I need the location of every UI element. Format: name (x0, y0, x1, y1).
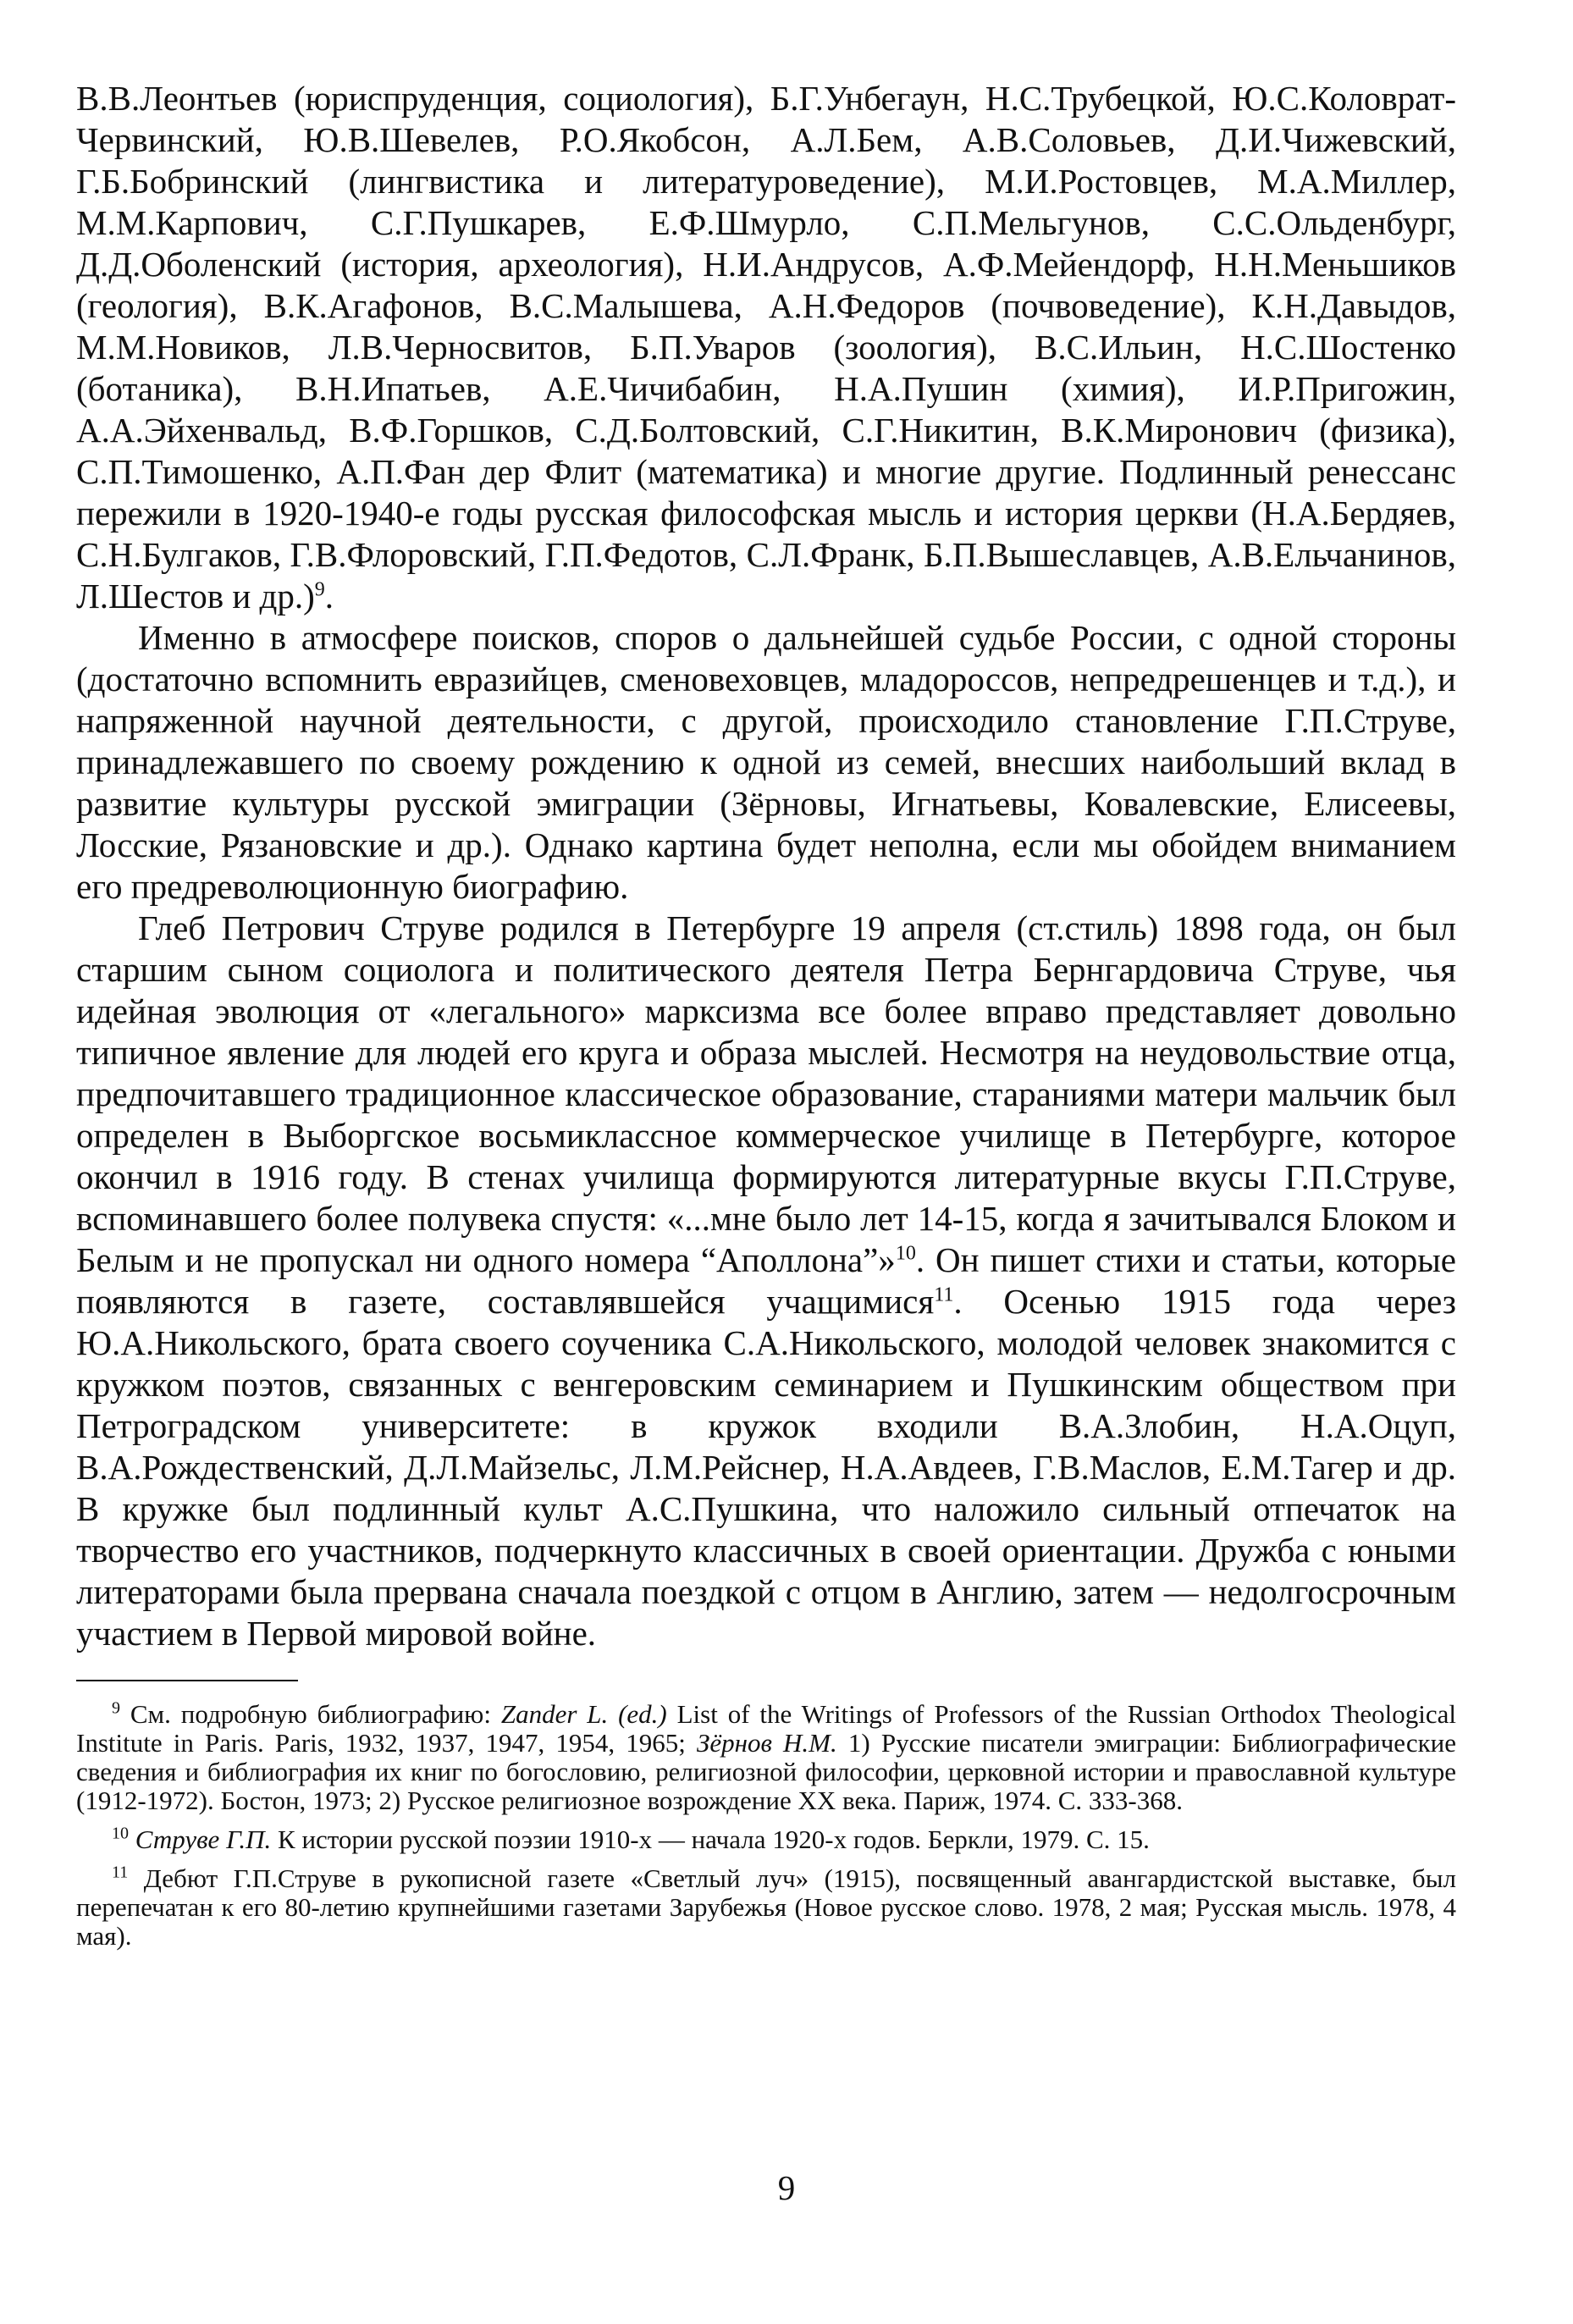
footnote-9-text-a: См. подробную библиографию: (130, 1699, 501, 1729)
paragraph-2: Именно в атмосфере поисков, споров о дальнейшей судьбе России, с одной стороны (достаточно вспомнить евразийцев, сменовеховцев, младороссов, непредрешенцев и т.д.), и напряженной научной деятельности, с другой, происходило становление Г.П.Струве, принадлежавшего по своему рождению к одной из семей, внесших наибольший вклад в развитие культуры русской эмиграции (Зёрновы, Игнатьевы, Ковалевские, Елисеевы, Лосские, Рязановские и др.). Однако картина будет неполна, если мы обойдем вниманием его предреволюционную биографию. (76, 618, 1456, 906)
footnote-9 (76, 1700, 1456, 1815)
footnotes (76, 1700, 1456, 1951)
footnote-9-number: 9 (112, 1698, 120, 1718)
footnote-ref-9[interactable]: 9 (314, 578, 325, 601)
paragraph-1-text: В.В.Леонтьев (юриспруденция, социология), Б.Г.Унбегаун, Н.С.Трубецкой, Ю.С.Коловрат-Червинский, Ю.В.Шевелев, Р.О.Якобсон, А.Л.Бем, А.В.Соловьев, Д.И.Чижевский, Г.Б.Бобринский (лингвистика и литературоведение), М.И.Ростовцев, М.А.Миллер, М.М.Карпович, С.Г.Пушкарев, Е.Ф.Шмурло, С.П.Мельгунов, С.С.Ольденбург, Д.Д.Оболенский (история, археология), Н.И.Андрусов, А.Ф.Мейендорф, Н.Н.Меньшиков (геология), В.К.Агафонов, В.С.Малышева, А.Н.Федоров (почвоведение), К.Н.Давыдов, М.М.Новиков, Л.В.Черносвитов, Б.П.Уваров (зоология), В.С.Ильин, Н.С.Шостенко (ботаника), В.Н.Ипатьев, А.Е.Чичибабин, Н.А.Пушин (химия), И.Р.Пригожин, А.А.Эйхенвальд, В.Ф.Горшков, С.Д.Болтовский, С.Г.Никитин, В.К.Миронович (физика), С.П.Тимошенко, А.П.Фан дер Флит (математика) и многие другие. Подлинный ренессанс пережили в 1920-1940-е годы русская философская мысль и история церкви (Н.А.Бердяев, С.Н.Булгаков, Г.В.Флоровский, Г.П.Федотов, С.Л.Франк, Б.П.Вышеславцев, А.В.Ельчанинов, Л.Шестов и др.) (76, 79, 1456, 616)
footnote-9-author-zernov: Зёрнов Н.М. (696, 1728, 837, 1758)
footnote-10-text: К истории русской поэзии 1910-х — начала 1920-х годов. Беркли, 1979. С. 15. (271, 1824, 1150, 1854)
footnote-11-number: 11 (112, 1863, 129, 1882)
footnote-10-number: 10 (112, 1824, 129, 1843)
footnote-9-text-b: List of the Writings of Professors of the Russian Orthodox Theological Institute in Paris. Paris, 1932, 1937, 1947, 1954, 1965; (76, 1699, 1456, 1758)
paragraph-3 (76, 908, 1456, 1654)
paragraph-3-part3: . Осенью 1915 года через Ю.А.Никольского, брата своего соученика С.А.Никольского, молодой человек знакомится с кружком поэтов, связанных с венгеровским семинарием и Пушкинским обществом при Петроградском университете: в кружок входили В.А.Злобин, Н.А.Оцуп, В.А.Рождественский, Д.Л.Майзельс, Л.М.Рейснер, Н.А.Авдеев, Г.В.Маслов, Е.М.Тагер и др. В кружке был подлинный культ А.С.Пушкина, что наложило сильный отпечаток на творчество его участников, подчеркнуто классичных в своей ориентации. Дружба с юными литераторами была прервана сначала поездкой с отцом в Англию, затем — недолгосрочным участием в Первой мировой войне. (76, 1282, 1456, 1653)
footnote-11-text: Дебют Г.П.Струве в рукописной газете «Светлый луч» (1915), посвященный авангардистской выставке, был перепечатан к его 80-летию крупнейшими газетами Зарубежья (Новое русское слово. 1978, 2 мая; Русская мысль. 1978, 4 мая). (76, 1863, 1457, 1951)
footnote-9-author-zander: Zander L. (ed.) (500, 1699, 667, 1729)
paragraph-1-tail: . (324, 577, 334, 616)
paragraph-3-part1: Глеб Петрович Струве родился в Петербурге 19 апреля (ст.стиль) 1898 года, он был старшим сыном социолога и политического деятеля Петра Бернгардовича Струве, чья идейная эволюция от «легального» марксизма все более вправо представляет довольно типичное явление для людей его круга и образа мыслей. Несмотря на неудовольствие отца, предпочитавшего традиционное классическое образование, стараниями матери мальчик был определен в Выборгское восьмиклассное коммерческое училище в Петербурге, которое окончил в 1916 году. В стенах училища формируются литературные вкусы Г.П.Струве, вспоминавшего более полувека спустя: «...мне было лет 14-15, когда я зачитывался Блоком и Белым и не пропускал ни одного номера “Аполлона”» (76, 908, 1456, 1279)
footnote-10 (76, 1825, 1456, 1854)
footnote-separator (76, 1680, 298, 1681)
body-text (76, 78, 1456, 1654)
footnote-9-text-c: 1) Русские писатели эмиграции: Библиографические сведения и библиография их книг по богословию, религиозной философии, церковной истории и православной культуре (1912-1972). Бостон, 1973; 2) Русское религиозное возрождение XX века. Париж, 1974. С. 333-368. (76, 1728, 1457, 1815)
footnote-ref-10[interactable]: 10 (895, 1242, 916, 1265)
paragraph-1 (76, 78, 1456, 617)
footnote-11 (76, 1864, 1456, 1951)
footnote-ref-11[interactable]: 11 (934, 1283, 954, 1306)
footnote-10-author: Струве Г.П. (135, 1824, 272, 1854)
page-number: 9 (777, 2168, 796, 2207)
page-content (76, 78, 1456, 1961)
paragraph-3-part2: . Он пишет стихи и статьи, которые появляются в газете, составлявшейся учащимися (76, 1240, 1456, 1321)
